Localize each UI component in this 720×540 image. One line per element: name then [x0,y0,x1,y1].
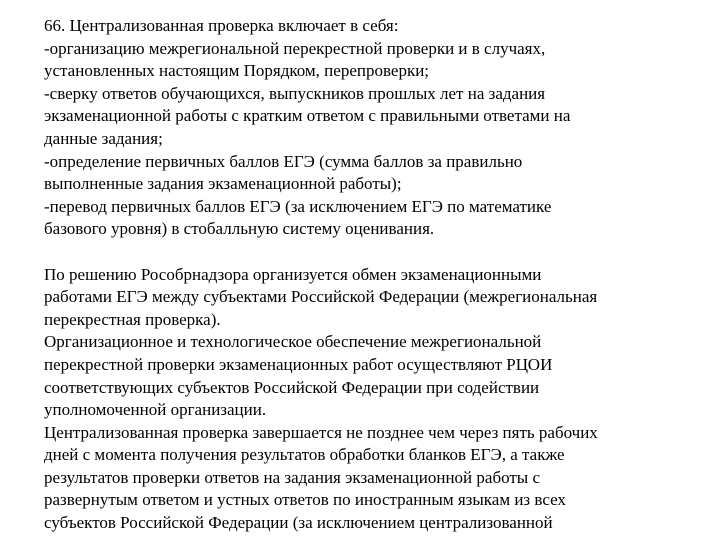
text-line: -сверку ответов обучающихся, выпускников прошлых лет на задания [44,83,546,103]
text-line: развернутым ответом и устных ответов по иностранным языкам из всех [44,490,566,510]
text-line: субъектов Российской Федерации (за исключением централизованной [44,513,553,533]
text-line: экзаменационной работы с кратким ответом с правильными ответами на [44,106,571,126]
text-line: уполномоченной организации. [44,400,267,420]
text-line: Централизованная проверка завершается не позднее чем через пять рабочих [44,422,598,442]
text-line: 66. Централизованная проверка включает в себя: [44,16,399,35]
text-line: По решению Рособрнадзора организуется обмен экзаменационными [44,264,542,284]
paragraph-spacer [44,241,716,264]
slide-text [44,15,716,535]
paragraph-cross-check [44,264,716,535]
text-line: перекрестная проверка). [44,309,221,329]
text-line: выполненные задания экзаменационной работы); [44,174,402,194]
text-line: перекрестной проверки экзаменационных работ осуществляют РЦОИ [44,354,553,374]
text-line: установленных настоящим Порядком, перепроверки; [44,61,430,81]
text-line: -организацию межрегиональной перекрестной проверки и в случаях, [44,38,546,58]
text-line: работами ЕГЭ между субъектами Российской Федерации (межрегиональная [44,287,598,307]
text-line: соответствующих субъектов Российской Федерации при содействии [44,377,540,397]
paragraph-centralized-check [44,15,716,241]
text-line: результатов проверки ответов на задания экзаменационной работы с [44,467,541,487]
text-line: Организационное и технологическое обеспечение межрегиональной [44,332,542,352]
text-line: дней с момента получения результатов обработки бланков ЕГЭ, а также [44,445,565,465]
text-line: данные задания; [44,128,163,148]
text-line: -определение первичных баллов ЕГЭ (сумма баллов за правильно [44,151,523,171]
text-line: -перевод первичных баллов ЕГЭ (за исключением ЕГЭ по математике [44,196,552,216]
text-line: базового уровня) в стобалльную систему оценивания. [44,219,435,239]
